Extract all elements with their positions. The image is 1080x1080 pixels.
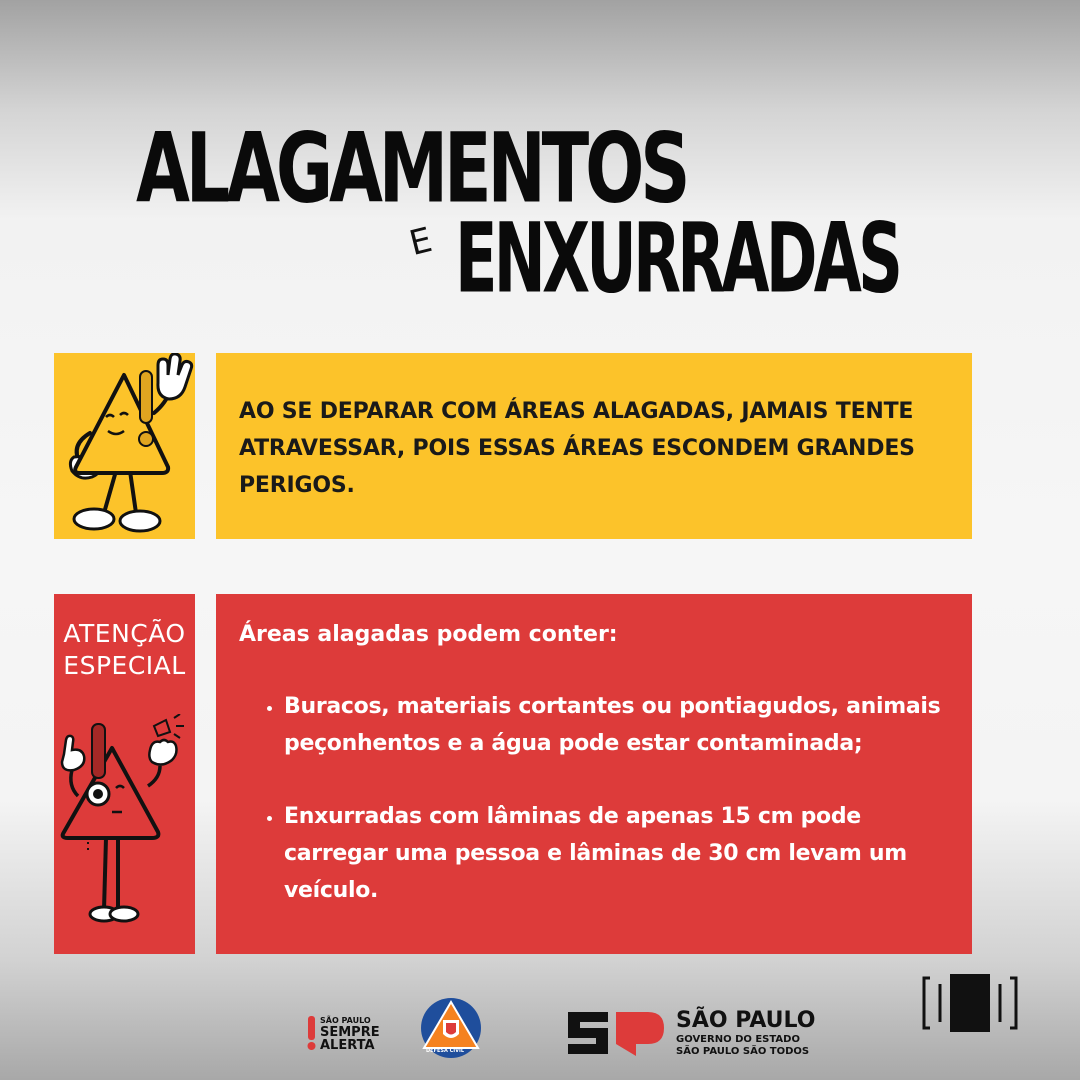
list-item: • Buracos, materiais cortantes ou pontiagudos, animais peçonhentos e a água pode estar contaminada; (284, 688, 952, 762)
alert-logo-line-2: SEMPRE (320, 1025, 380, 1040)
attention-list (239, 688, 952, 909)
defesa-civil-logo (418, 998, 484, 1060)
warning-text-panel (216, 353, 972, 539)
attention-side-panel (54, 594, 195, 954)
alert-logo-line-1: SÃO PAULO (320, 1016, 371, 1025)
attention-intro: Áreas alagadas podem conter: (239, 622, 618, 647)
gov-subtitle: GOVERNO DO ESTADO (676, 1034, 800, 1045)
title-line-2: ENXURRADAS (455, 201, 900, 315)
sao-paulo-sempre-alerta-logo (302, 1012, 382, 1054)
triangle-mascot-monocle-icon (54, 714, 195, 954)
triangle-mascot-waving-icon (54, 353, 195, 539)
title-conjunction: E (405, 219, 437, 265)
carousel-swipe-icon[interactable] (920, 972, 1024, 1034)
alert-logo-line-3: ALERTA (320, 1038, 375, 1053)
title-line-1: ALAGAMENTOS (136, 111, 687, 225)
warning-side-panel (54, 353, 195, 539)
defesa-civil-label: DEFESA CIVIL (426, 1048, 465, 1054)
governo-sp-logo (566, 1008, 816, 1060)
gov-slogan: SÃO PAULO SÃO TODOS (676, 1046, 810, 1057)
warning-text: AO SE DEPARAR COM ÁREAS ALAGADAS, JAMAIS TENTE ATRAVESSAR, POIS ESSAS ÁREAS ESCONDEM GRANDES PERIGOS. (239, 399, 915, 498)
attention-text-panel (216, 594, 972, 954)
attention-label-line-2: ESPECIAL (63, 651, 186, 680)
list-item: • Enxurradas com lâminas de apenas 15 cm pode carregar uma pessoa e lâminas de 30 cm levam um veículo. (284, 798, 952, 909)
gov-name: SÃO PAULO (676, 1008, 816, 1033)
attention-label (54, 618, 195, 682)
attention-label-line-1: ATENÇÃO (63, 619, 186, 648)
